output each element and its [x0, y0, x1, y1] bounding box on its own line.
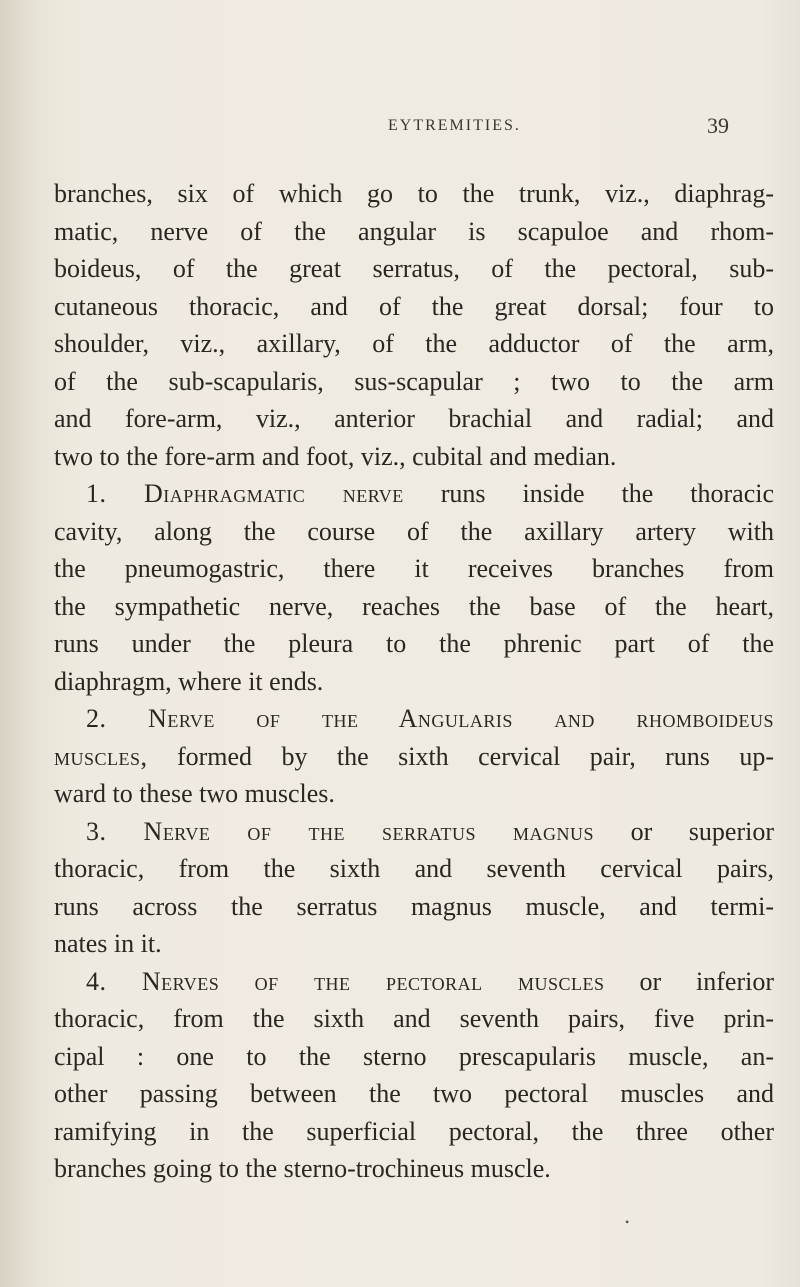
text-line: and fore-arm, viz., anterior brachial and radial; and: [54, 404, 774, 433]
running-head: [0, 103, 800, 139]
text-line: ward to these two muscles.: [54, 779, 335, 808]
text-line: runs across the serratus magnus muscle, and termi-: [54, 891, 774, 921]
text-line: cipal : one to the sterno prescapularis muscle, an-: [54, 1041, 774, 1071]
section-heading: 3. Nerve of the serratus magnus: [86, 816, 595, 846]
text-line: branches going to the sterno-trochineus muscle.: [54, 1154, 551, 1183]
text-line: muscles, formed by the sixth cervical pair, runs up-: [54, 741, 774, 771]
body-text: [54, 175, 774, 1188]
text-line: boideus, of the great serratus, of the pectoral, sub-: [54, 254, 774, 283]
text-line: the sympathetic nerve, reaches the base of the heart,: [54, 591, 774, 621]
text-line: nates in it.: [54, 929, 162, 958]
text-line: branches, six of which go to the trunk, viz., diaphrag-: [54, 179, 774, 208]
text-line: cutaneous thoracic, and of the great dorsal; four to: [54, 291, 774, 321]
section-heading: 4. Nerves of the pectoral muscles: [86, 966, 605, 996]
ink-speck: •: [625, 1215, 630, 1229]
section-heading: 1. Diaphragmatic nerve: [86, 479, 404, 508]
section-heading-line: 3. Nerve of the serratus magnus or superior: [86, 816, 774, 846]
text-line: diaphragm, where it ends.: [54, 666, 324, 696]
text-line: shoulder, viz., axillary, of the adductor of the arm,: [54, 329, 774, 358]
text-line: of the sub-scapularis, sus-scapular ; two to the arm: [54, 366, 774, 396]
text-line: cavity, along the course of the axillary artery with: [54, 516, 774, 546]
text-line: ramifying in the superficial pectoral, the three other: [54, 1116, 774, 1146]
section-heading-line: 4. Nerves of the pectoral muscles or inferior: [86, 966, 774, 996]
text-line: thoracic, from the sixth and seventh pairs, five prin-: [54, 1004, 774, 1033]
section-heading: 2. Nerve of the Angularis and rhomboideus: [86, 704, 774, 733]
running-title: EYTREMITIES.: [388, 117, 521, 134]
text-line: two to the fore-arm and foot, viz., cubital and median.: [54, 441, 617, 471]
text-line: thoracic, from the sixth and seventh cervical pairs,: [54, 854, 774, 883]
section-heading-line: [54, 700, 774, 738]
text-line: other passing between the two pectoral muscles and: [54, 1079, 774, 1108]
text-line: the pneumogastric, there it receives branches from: [54, 554, 774, 583]
text-line: runs under the pleura to the phrenic part of the: [54, 629, 774, 658]
page-number: 39: [707, 113, 729, 138]
text-line: matic, nerve of the angular is scapuloe and rhom-: [54, 216, 774, 246]
section-heading-line: 1. Diaphragmatic nerve runs inside the thoracic: [86, 479, 775, 508]
